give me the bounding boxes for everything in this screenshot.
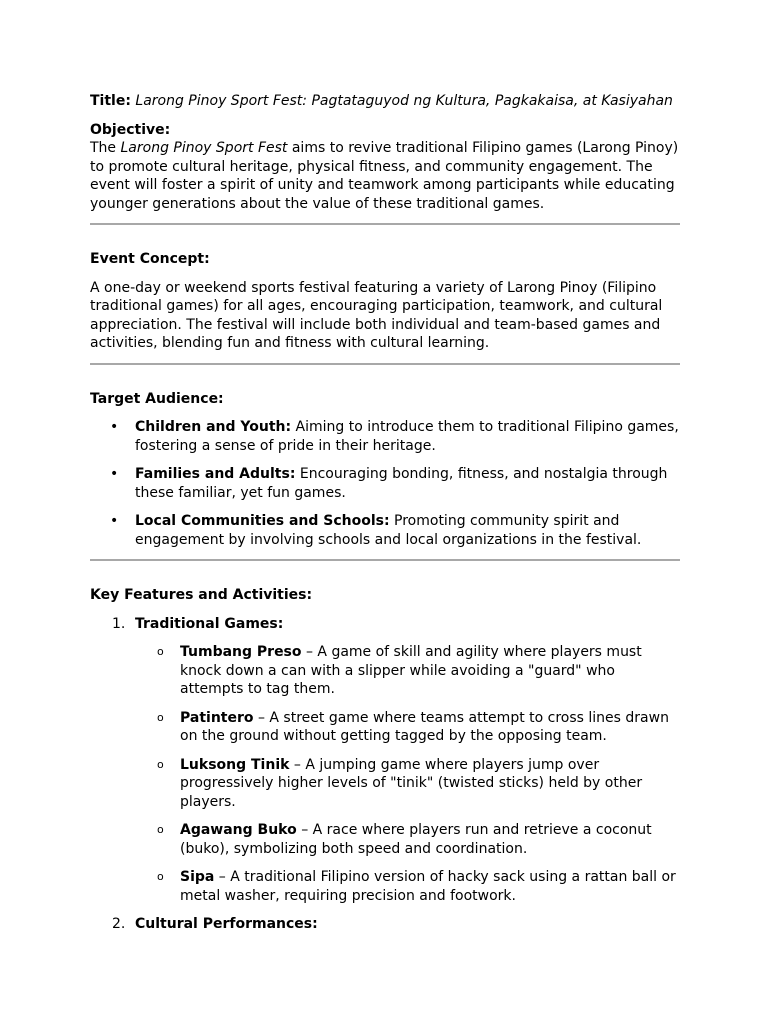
game-text: – A race where players run and retrieve a coconut (buko), symbolizing both speed and coordination.	[180, 822, 652, 857]
divider-3	[90, 559, 680, 561]
event-concept-heading: Event Concept:	[90, 251, 210, 267]
circle-bullet-icon: o	[157, 710, 164, 724]
game-name: Luksong Tinik	[180, 756, 290, 773]
title-text: Larong Pinoy Sport Fest: Pagtataguyod ng Kultura, Pagkakaisa, at Kasiyahan	[135, 93, 673, 109]
title-line	[90, 92, 680, 111]
game-name: Sipa	[180, 869, 215, 885]
circle-bullet-icon: o	[157, 870, 164, 883]
feature-label: Cultural Performances:	[135, 916, 318, 932]
document-content	[90, 92, 680, 934]
game-name: Agawang Buko	[180, 822, 297, 838]
key-features-list	[90, 615, 680, 934]
feature-label: Traditional Games:	[135, 615, 284, 632]
game-item	[135, 709, 680, 746]
divider-2	[90, 363, 680, 365]
audience-item	[90, 512, 680, 549]
game-text: – A street game where teams attempt to cross lines drawn on the ground without getting tagged by the opposing team.	[180, 709, 669, 744]
feature-item	[90, 915, 680, 934]
audience-text: Aiming to introduce them to traditional Filipino games, fostering a sense of pride in their heritage.	[135, 419, 679, 454]
feature-number: 2.	[112, 916, 126, 932]
circle-bullet-icon: o	[157, 645, 164, 658]
feature-number: 1.	[112, 615, 126, 632]
audience-label: Families and Adults:	[135, 466, 296, 482]
audience-label: Children and Youth:	[135, 419, 292, 435]
audience-item	[90, 465, 680, 502]
objective-paragraph	[90, 139, 680, 213]
audience-item	[90, 418, 680, 455]
objective-body: aims to revive traditional Filipino games (Larong Pinoy) to promote cultural heritage, physical fitness, and community engagement. The event will foster a spirit of unity and teamwork among participants while educating younger generations about the value of these traditional games.	[90, 140, 679, 212]
objective-heading: Objective:	[90, 121, 171, 138]
games-list	[135, 643, 680, 905]
game-item	[135, 756, 680, 812]
audience-text: Promoting community spirit and engagement by involving schools and local organizations in the festival.	[135, 513, 642, 548]
target-audience-heading: Target Audience:	[90, 390, 224, 407]
bullet-icon: •	[110, 419, 119, 435]
event-concept-paragraph: A one-day or weekend sports festival featuring a variety of Larong Pinoy (Filipino traditional games) for all ages, encouraging participation, teamwork, and cultural appreciation. The festival will include both individual and team-based games and activities, blending fun and fitness with cultural learning.	[90, 279, 663, 351]
game-item	[135, 868, 680, 905]
key-features-heading: Key Features and Activities:	[90, 587, 313, 603]
bullet-icon: •	[110, 513, 119, 529]
game-name: Tumbang Preso	[180, 644, 302, 660]
title-label: Title:	[90, 93, 131, 109]
game-name: Patintero	[180, 709, 254, 726]
game-item	[135, 643, 680, 699]
game-text: – A game of skill and agility where players must knock down a can with a slipper while avoiding a "guard" who attempts to tag them.	[180, 644, 642, 697]
target-audience-list	[90, 418, 680, 549]
divider-1	[90, 223, 680, 225]
game-item	[135, 821, 680, 858]
audience-label: Local Communities and Schools:	[135, 513, 390, 529]
bullet-icon: •	[110, 466, 119, 482]
game-text: – A jumping game where players jump over progressively higher levels of "tinik" (twisted sticks) held by other players.	[180, 756, 643, 810]
objective-prefix: The	[90, 140, 121, 156]
audience-text: Encouraging bonding, fitness, and nostalgia through these familiar, yet fun games.	[135, 466, 668, 501]
game-text: – A traditional Filipino version of hacky sack using a rattan ball or metal washer, requiring precision and footwork.	[180, 869, 676, 904]
circle-bullet-icon: o	[157, 757, 164, 771]
circle-bullet-icon: o	[157, 823, 164, 836]
feature-item	[90, 615, 680, 906]
objective-event-name: Larong Pinoy Sport Fest	[120, 140, 288, 156]
